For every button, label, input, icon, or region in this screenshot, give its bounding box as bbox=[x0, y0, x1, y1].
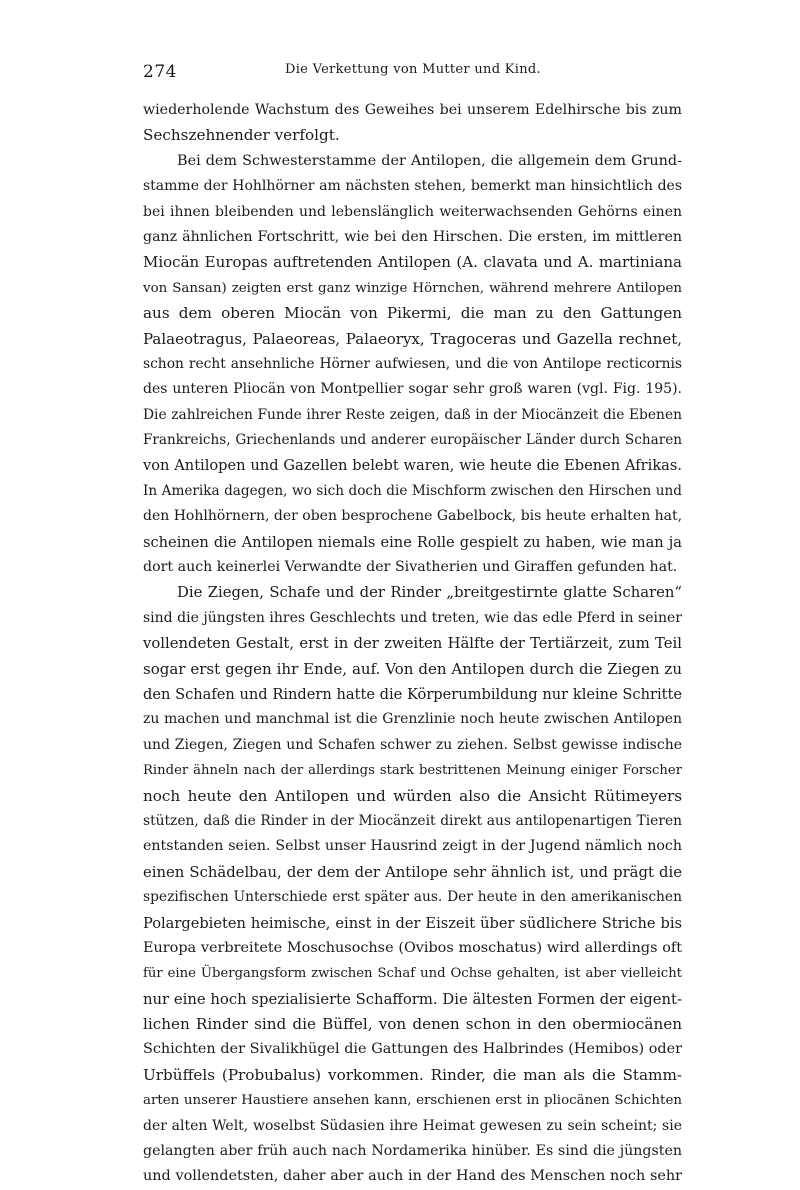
text-line: scheinen die Antilopen niemals eine Rolle gespielt zu haben, wie man ja bbox=[143, 533, 682, 551]
text-line: Palaeotragus, Palaeoreas, Palaeoryx, Tragoceras und Gazella rechnet, bbox=[143, 329, 682, 348]
text-line: und vollendetsten, daher aber auch in der Hand des Menschen noch sehr bbox=[143, 1168, 682, 1185]
text-line: spezifischen Unterschiede erst später aus. Der heute in den amerikanischen bbox=[143, 889, 682, 906]
text-line: Rinder ähneln nach der allerdings stark bestrittenen Meinung einiger Forscher bbox=[143, 763, 682, 779]
text-line: dort auch keinerlei Verwandte der Sivatherien und Giraffen gefunden hat. bbox=[143, 559, 678, 576]
text-line: schon recht ansehnliche Hörner aufwiesen, und die von Antilope recticornis bbox=[143, 355, 682, 372]
paragraph bbox=[143, 580, 682, 1189]
text-line: Polargebieten heimische, einst in der Eiszeit über südlichere Striche bis bbox=[143, 914, 682, 932]
running-title: Die Verkettung von Mutter und Kind. bbox=[285, 62, 541, 77]
body-text bbox=[143, 98, 682, 1190]
text-line: Urbüffels (Probubalus) vorkommen. Rinder, die man als die Stamm- bbox=[143, 1065, 682, 1084]
text-line: zu machen und manchmal ist die Grenzlinie noch heute zwischen Antilopen bbox=[143, 711, 682, 728]
text-line: den Schafen und Rindern hatte die Körperumbildung nur kleine Schritte bbox=[143, 685, 682, 703]
text-line: stamme der Hohlhörner am nächsten stehen, bemerkt man hinsichtlich des bbox=[143, 178, 682, 195]
text-line: Die zahlreichen Funde ihrer Reste zeigen, daß in der Miocänzeit die Ebenen bbox=[143, 406, 682, 423]
paragraph bbox=[143, 149, 682, 581]
text-line: der alten Welt, woselbst Südasien ihre Heimat gewesen zu sein scheint; sie bbox=[143, 1117, 682, 1134]
text-line: noch heute den Antilopen und würden also die Ansicht Rütimeyers bbox=[143, 786, 682, 805]
text-line: von Sansan) zeigten erst ganz winzige Hörnchen, während mehrere Antilopen bbox=[143, 280, 682, 296]
text-line: einen Schädelbau, der dem der Antilope sehr ähnlich ist, und prägt die bbox=[143, 863, 682, 881]
text-line: wiederholende Wachstum des Geweihes bei unserem Edelhirsche bis zum bbox=[143, 102, 682, 118]
text-line: In Amerika dagegen, wo sich doch die Mischform zwischen den Hirschen und bbox=[143, 482, 682, 499]
text-line: arten unserer Haustiere ansehen kann, erschienen erst in pliocänen Schichten bbox=[143, 1093, 682, 1109]
text-line: und Ziegen, Ziegen und Schafen schwer zu ziehen. Selbst gewisse indische bbox=[143, 736, 682, 753]
text-line: ganz ähnlichen Fortschritt, wie bei den Hirschen. Die ersten, im mittleren bbox=[143, 228, 682, 245]
text-line: Frankreichs, Griechenlands und anderer europäischer Länder durch Scharen bbox=[143, 432, 682, 449]
text-line: Europa verbreitete Moschusochse (Ovibos moschatus) wird allerdings oft bbox=[143, 939, 682, 956]
text-line: den Hohlhörnern, der oben besprochene Gabelbock, bis heute erhalten hat, bbox=[143, 508, 682, 525]
text-line: stützen, daß die Rinder in der Miocänzeit direkt aus antilopenartigen Tieren bbox=[143, 812, 682, 829]
text-line: sind die jüngsten ihres Geschlechts und treten, wie das edle Pferd in seiner bbox=[143, 609, 682, 626]
text-line: Die Ziegen, Schafe und der Rinder „breitgestirnte glatte Scharen“ bbox=[177, 584, 682, 602]
paragraph bbox=[143, 98, 682, 149]
text-line: von Antilopen und Gazellen belebt waren, wie heute die Ebenen Afrikas. bbox=[143, 457, 682, 475]
text-line: nur eine hoch spezialisierte Schafform. Die ältesten Formen der eigent- bbox=[143, 990, 682, 1008]
text-line: Schichten der Sivalikhügel die Gattungen des Halbrindes (Hemibos) oder bbox=[143, 1041, 682, 1058]
text-line: aus dem oberen Miocän von Pikermi, die man zu den Gattungen bbox=[143, 304, 682, 323]
text-line: sogar erst gegen ihr Ende, auf. Von den Antilopen durch die Ziegen zu bbox=[143, 659, 682, 678]
text-line: vollendeten Gestalt, erst in der zweiten Hälfte der Tertiärzeit, zum Teil bbox=[143, 635, 682, 653]
text-line: lichen Rinder sind die Büffel, von denen schon in den obermiocänen bbox=[143, 1015, 682, 1034]
text-line: bei ihnen bleibenden und lebenslänglich weiterwachsenden Gehörns einen bbox=[143, 203, 682, 220]
text-line: Sechszehnender verfolgt. bbox=[143, 126, 340, 145]
text-line: des unteren Pliocän von Montpellier sogar sehr groß waren (vgl. Fig. 195). bbox=[143, 381, 682, 398]
text-line: Bei dem Schwesterstamme der Antilopen, die allgemein dem Grund- bbox=[177, 152, 682, 169]
text-line: Miocän Europas auftretenden Antilopen (A. clavata und A. martiniana bbox=[143, 253, 682, 272]
text-line: gelangten aber früh auch nach Nordamerika hinüber. Es sind die jüngsten bbox=[143, 1143, 682, 1160]
page-number: 274 bbox=[143, 62, 177, 82]
text-line: entstanden seien. Selbst unser Hausrind zeigt in der Jugend nämlich noch bbox=[143, 838, 682, 855]
text-line: für eine Übergangsform zwischen Schaf und Ochse gehalten, ist aber vielleicht bbox=[143, 966, 682, 982]
